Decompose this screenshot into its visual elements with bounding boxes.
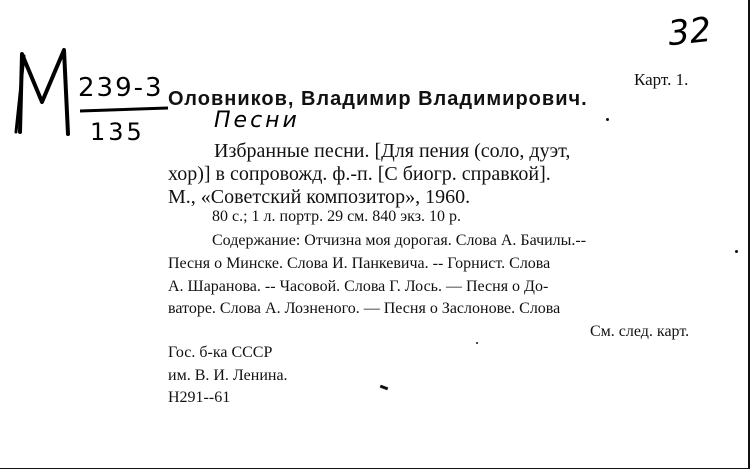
contents-line-1: Содержание: Отчизна моя дорогая. Слова А. Бачилы.-- <box>212 232 587 249</box>
genre-handwritten-note: Песни <box>214 108 300 133</box>
speck <box>735 250 738 253</box>
library-line-1: Гос. б-ка СССР <box>168 344 273 361</box>
contents-line-4: ваторе. Слова А. Лозненого. — Песня о Заслонове. Слова <box>168 300 561 317</box>
contents-line-3: А. Шаранова. -- Часовой. Слова Г. Лось. — Песня о До- <box>168 278 549 295</box>
speck <box>380 385 389 391</box>
see-next-card: См. след. карт. <box>590 323 690 340</box>
title-line-2: хор)] в сопровожд. ф.-п. [С биогр. справкой]. <box>168 163 551 185</box>
collation-line: 80 с.; 1 л. портр. 29 см. 840 экз. 10 р. <box>212 208 462 225</box>
card-number-label: Карт. 1. <box>634 70 689 89</box>
speck <box>606 118 609 121</box>
shelf-divider-line <box>80 106 168 112</box>
library-line-2: им. В. И. Ленина. <box>168 367 288 384</box>
shelf-number-top: 239-3 <box>78 73 164 103</box>
shelf-letter-glyph <box>12 40 78 136</box>
contents-line-2: Песня о Минске. Слова И. Панкевича. -- Горнист. Слова <box>168 255 551 272</box>
imprint-line: М., «Советский композитор», 1960. <box>168 186 471 208</box>
speck <box>476 342 478 344</box>
shelf-number-bottom: 135 <box>90 118 145 146</box>
library-code: Н291--61 <box>168 389 231 406</box>
author-heading: Оловников, Владимир Владимирович. <box>168 88 588 110</box>
shelf-letter <box>12 40 78 141</box>
page-number: 32 <box>666 9 714 55</box>
title-line-1: Избранные песни. [Для пения (соло, дуэт, <box>214 140 571 162</box>
